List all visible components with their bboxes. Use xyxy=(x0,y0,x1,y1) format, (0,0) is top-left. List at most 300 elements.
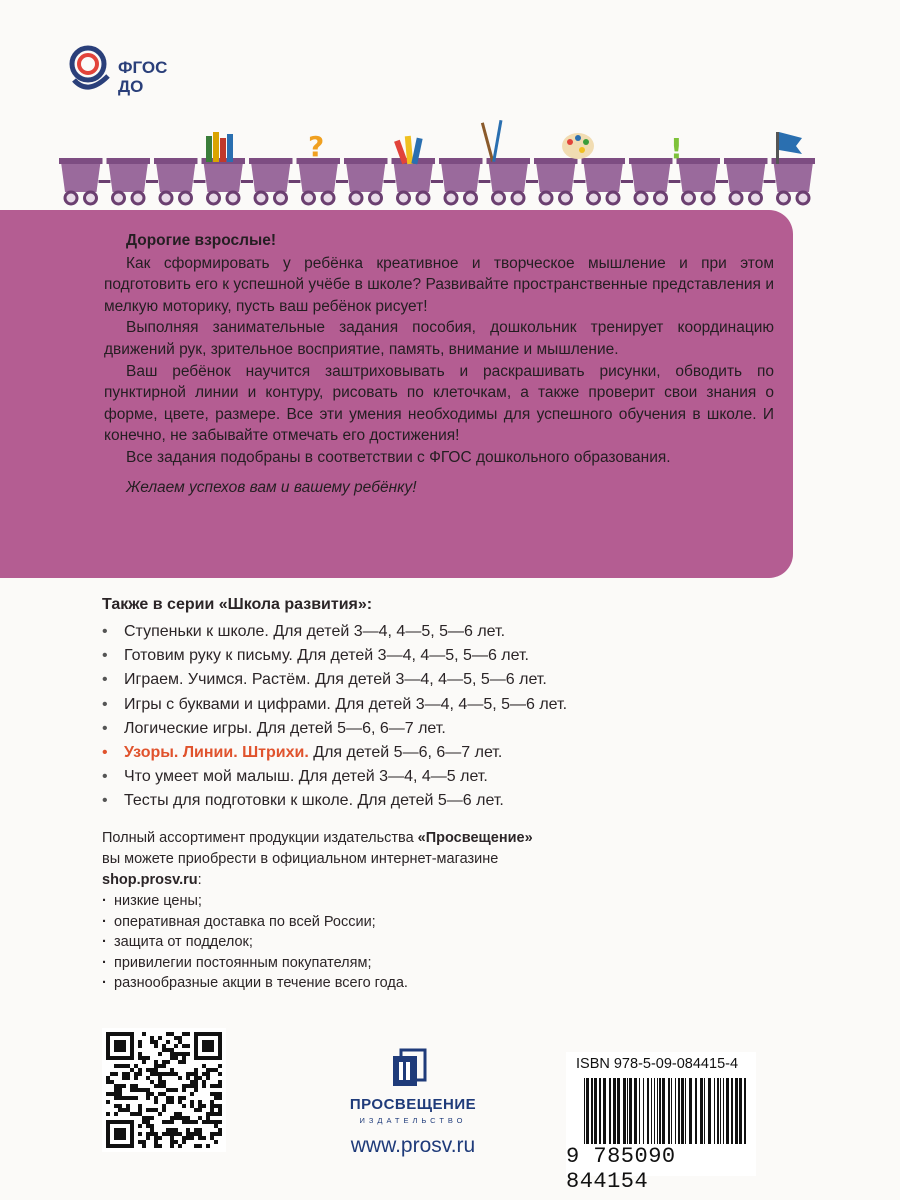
barcode-bar xyxy=(695,1078,697,1144)
isbn-digits: 9 785090 844154 xyxy=(566,1144,676,1194)
qr-module xyxy=(118,1104,122,1108)
wagon-rim xyxy=(344,158,388,164)
barcode-bar xyxy=(662,1078,665,1144)
shop-line1 xyxy=(102,828,702,849)
wagon-wheel xyxy=(493,192,505,204)
shop-site-suffix: : xyxy=(197,872,202,888)
qr-module xyxy=(210,1108,214,1112)
barcode-bar xyxy=(657,1078,658,1144)
qr-module xyxy=(122,1108,126,1112)
qr-module xyxy=(218,1104,222,1108)
qr-module xyxy=(210,1112,214,1116)
qr-module xyxy=(182,1060,186,1064)
wagon-wheel xyxy=(255,192,267,204)
qr-module xyxy=(178,1116,182,1120)
qr-module xyxy=(158,1144,162,1148)
qr-module xyxy=(150,1068,154,1072)
barcode-bar xyxy=(647,1078,649,1144)
qr-module xyxy=(134,1076,138,1080)
qr-module xyxy=(214,1120,218,1124)
wagon xyxy=(156,162,196,192)
wagon-wheel xyxy=(655,192,667,204)
qr-module xyxy=(122,1076,126,1080)
qr-module xyxy=(158,1112,162,1116)
qr-module xyxy=(186,1116,190,1120)
qr-module xyxy=(142,1120,146,1124)
qr-module xyxy=(154,1136,158,1140)
wagon-wheel xyxy=(607,192,619,204)
wagon-coupling xyxy=(716,180,728,183)
intro-greeting: Дорогие взрослые! xyxy=(126,232,276,249)
qr-module xyxy=(170,1116,174,1120)
qr-module xyxy=(206,1112,210,1116)
wagon-wheel xyxy=(303,192,315,204)
qr-module xyxy=(150,1116,154,1120)
qr-module xyxy=(170,1068,174,1072)
qr-module xyxy=(194,1132,198,1136)
barcode-bar xyxy=(639,1078,640,1144)
qr-module xyxy=(210,1120,214,1124)
qr-module xyxy=(178,1132,182,1136)
qr-module xyxy=(218,1112,222,1116)
qr-module xyxy=(178,1144,182,1148)
qr-module xyxy=(194,1108,198,1112)
qr-module xyxy=(190,1104,194,1108)
barcode-bar xyxy=(586,1078,589,1144)
qr-module xyxy=(154,1108,158,1112)
qr-module xyxy=(174,1072,178,1076)
qr-module xyxy=(138,1068,142,1072)
wagon-wheel xyxy=(750,192,762,204)
qr-module xyxy=(170,1100,174,1104)
qr-module xyxy=(178,1060,182,1064)
qr-module xyxy=(198,1076,202,1080)
series-list xyxy=(102,620,782,814)
isbn-label: ISBN 978-5-09-084415-4 xyxy=(576,1056,739,1072)
qr-module xyxy=(190,1092,194,1096)
qr-module xyxy=(170,1144,174,1148)
qr-module xyxy=(166,1088,170,1092)
qr-module xyxy=(210,1084,214,1088)
shop-publisher-name: «Просвещение» xyxy=(417,830,533,846)
barcode-bar xyxy=(678,1078,680,1144)
qr-module xyxy=(166,1128,170,1132)
qr-module xyxy=(202,1064,206,1068)
qr-module xyxy=(146,1068,150,1072)
wagon-wheel xyxy=(635,192,647,204)
qr-module xyxy=(170,1056,174,1060)
qr-module xyxy=(218,1132,222,1136)
wagon-coupling xyxy=(621,180,633,183)
qr-module xyxy=(174,1036,178,1040)
qr-module xyxy=(134,1112,138,1116)
qr-module xyxy=(130,1112,134,1116)
intro-wish: Желаем успехов вам и вашему ребёнку! xyxy=(126,478,417,496)
qr-module xyxy=(214,1124,218,1128)
qr-module xyxy=(198,1100,202,1104)
wagon xyxy=(584,162,624,192)
qr-module xyxy=(194,1068,198,1072)
qr-module xyxy=(126,1076,130,1080)
intro-text xyxy=(104,230,774,498)
wagon xyxy=(726,162,766,192)
qr-module xyxy=(182,1084,186,1088)
qr-module xyxy=(178,1040,182,1044)
qr-module xyxy=(118,1064,122,1068)
qr-module xyxy=(202,1072,206,1076)
qr-module xyxy=(118,1092,122,1096)
wagon-wheel xyxy=(417,192,429,204)
qr-module xyxy=(186,1032,190,1036)
qr-module xyxy=(186,1044,190,1048)
qr-module xyxy=(170,1048,174,1052)
qr-module xyxy=(150,1072,154,1076)
barcode-bar xyxy=(744,1078,746,1144)
qr-module xyxy=(158,1092,162,1096)
qr-module xyxy=(166,1072,170,1076)
wagon xyxy=(109,162,149,192)
qr-module xyxy=(150,1036,154,1040)
wagon-wheel xyxy=(208,192,220,204)
shop-section xyxy=(102,828,702,994)
qr-module xyxy=(190,1100,194,1104)
qr-module xyxy=(150,1132,154,1136)
qr-module xyxy=(162,1064,166,1068)
qr-module xyxy=(166,1040,170,1044)
wagon-rim xyxy=(107,158,151,164)
wagon-coupling xyxy=(241,180,253,183)
qr-module xyxy=(166,1048,170,1052)
barcode-bar xyxy=(675,1078,676,1144)
wagon-wheel xyxy=(370,192,382,204)
qr-module xyxy=(218,1072,222,1076)
qr-module xyxy=(166,1132,170,1136)
qr-module xyxy=(162,1132,166,1136)
qr-module xyxy=(130,1084,134,1088)
qr-module xyxy=(134,1088,138,1092)
qr-module xyxy=(154,1100,158,1104)
qr-module xyxy=(162,1092,166,1096)
barcode-bar xyxy=(629,1078,632,1144)
wagon-wheel xyxy=(65,192,77,204)
publisher-logo xyxy=(330,1048,496,1158)
qr-module xyxy=(182,1140,186,1144)
wagon-rim xyxy=(439,158,483,164)
barcode-bar xyxy=(599,1078,601,1144)
fgos-line1: ФГОС xyxy=(118,58,168,77)
qr-module xyxy=(138,1088,142,1092)
qr-module xyxy=(106,1100,110,1104)
barcode-bar xyxy=(689,1078,692,1144)
wagon xyxy=(536,162,576,192)
books-icon xyxy=(206,132,233,162)
wagon-coupling xyxy=(384,180,396,183)
qr-module xyxy=(146,1136,150,1140)
qr-module xyxy=(162,1044,166,1048)
qr-module xyxy=(142,1144,146,1148)
qr-module xyxy=(154,1140,158,1144)
qr-module xyxy=(158,1072,162,1076)
qr-module xyxy=(134,1096,138,1100)
barcode-bar xyxy=(735,1078,738,1144)
qr-module xyxy=(154,1064,158,1068)
qr-module xyxy=(186,1052,190,1056)
barcode-bar xyxy=(708,1078,711,1144)
qr-module xyxy=(218,1084,222,1088)
qr-module xyxy=(154,1144,158,1148)
qr-finder xyxy=(114,1128,126,1140)
qr-module xyxy=(146,1116,150,1120)
qr-module xyxy=(202,1104,206,1108)
barcode-bar xyxy=(671,1078,672,1144)
barcode-icon xyxy=(580,1078,750,1144)
qr-module xyxy=(158,1052,162,1056)
shop-site-line xyxy=(102,870,702,891)
barcode-bar xyxy=(643,1078,644,1144)
qr-module xyxy=(198,1128,202,1132)
qr-module xyxy=(186,1132,190,1136)
series-item: • Игры с буквами и цифрами. Для детей 3—4, 4—5, 5—6 лет. xyxy=(102,693,782,717)
benefit-item: · оперативная доставка по всей России; xyxy=(102,912,702,933)
qr-module xyxy=(162,1108,166,1112)
barcode-bar xyxy=(591,1078,593,1144)
publisher-url[interactable]: www.prosv.ru xyxy=(350,1134,476,1157)
qr-module xyxy=(182,1056,186,1060)
qr-module xyxy=(154,1096,158,1100)
qr-module xyxy=(206,1072,210,1076)
qr-module xyxy=(190,1132,194,1136)
qr-module xyxy=(194,1128,198,1132)
fgos-line2: ДО xyxy=(118,77,144,96)
qr-module xyxy=(114,1112,118,1116)
qr-module xyxy=(150,1092,154,1096)
train-illustration xyxy=(58,118,818,210)
wagon-rim xyxy=(59,158,103,164)
series-section xyxy=(102,596,782,814)
qr-module xyxy=(174,1116,178,1120)
qr-module xyxy=(210,1068,214,1072)
qr-module xyxy=(170,1096,174,1100)
qr-module xyxy=(126,1064,130,1068)
qr-module xyxy=(154,1044,158,1048)
wagon-wheel xyxy=(275,192,287,204)
qr-module xyxy=(142,1116,146,1120)
qr-module xyxy=(194,1144,198,1148)
qr-module xyxy=(146,1120,150,1124)
barcode-bar xyxy=(651,1078,652,1144)
qr-module xyxy=(206,1116,210,1120)
series-title: Также в серии «Школа развития»: xyxy=(102,596,373,613)
qr-module xyxy=(130,1068,134,1072)
qr-module xyxy=(198,1144,202,1148)
qr-module xyxy=(106,1080,110,1084)
qr-module xyxy=(122,1096,126,1100)
qr-module xyxy=(178,1036,182,1040)
qr-module xyxy=(210,1136,214,1140)
wagon-wheel xyxy=(113,192,125,204)
qr-module xyxy=(114,1072,118,1076)
wagon-wheel xyxy=(85,192,97,204)
barcode-bar xyxy=(617,1078,620,1144)
wagon-wheel xyxy=(445,192,457,204)
qr-module xyxy=(210,1104,214,1108)
qr-module xyxy=(158,1076,162,1080)
qr-module xyxy=(138,1056,142,1060)
qr-module xyxy=(122,1084,126,1088)
qr-module xyxy=(214,1084,218,1088)
wagon-wheel xyxy=(398,192,410,204)
qr-module xyxy=(138,1040,142,1044)
qr-module xyxy=(134,1072,138,1076)
intro-paragraph: Выполняя занимательные задания пособия, дошкольник тренирует координацию движений рук, зрительное восприятие, память, внимание и мышление. xyxy=(104,319,774,358)
barcode-bar xyxy=(627,1078,628,1144)
qr-module xyxy=(154,1060,158,1064)
qr-module xyxy=(150,1128,154,1132)
qr-module xyxy=(142,1088,146,1092)
barcode-bar xyxy=(704,1078,705,1144)
qr-module xyxy=(186,1128,190,1132)
barcode-bar xyxy=(603,1078,606,1144)
benefit-item: · низкие цены; xyxy=(102,891,702,912)
qr-module xyxy=(138,1052,142,1056)
wagon-wheel xyxy=(683,192,695,204)
wagon-wheel xyxy=(588,192,600,204)
qr-module xyxy=(114,1096,118,1100)
wagon-rim xyxy=(582,158,626,164)
qr-module xyxy=(162,1120,166,1124)
qr-module xyxy=(218,1080,222,1084)
series-item: • Тесты для подготовки к школе. Для детей 5—6 лет. xyxy=(102,789,782,813)
palette-icon xyxy=(562,133,594,159)
series-item: • Готовим руку к письму. Для детей 3—4, 4—5, 5—6 лет. xyxy=(102,644,782,668)
barcode-bar xyxy=(668,1078,670,1144)
shop-site-link[interactable]: shop.prosv.ru xyxy=(102,872,198,888)
qr-module xyxy=(178,1052,182,1056)
series-item-current xyxy=(102,741,782,765)
qr-module xyxy=(186,1076,190,1080)
qr-module xyxy=(198,1136,202,1140)
qr-module xyxy=(174,1132,178,1136)
wagon-coupling xyxy=(764,180,776,183)
wagon-rim xyxy=(249,158,293,164)
qr-module xyxy=(166,1100,170,1104)
qr-module xyxy=(186,1120,190,1124)
shop-benefits xyxy=(102,891,702,994)
qr-module xyxy=(202,1120,206,1124)
qr-module xyxy=(214,1132,218,1136)
qr-module xyxy=(218,1128,222,1132)
qr-module xyxy=(126,1108,130,1112)
wagon xyxy=(774,162,814,192)
qr-module xyxy=(182,1136,186,1140)
wagon-rim xyxy=(629,158,673,164)
shop-line2: вы можете приобрести в официальном интернет-магазине xyxy=(102,851,499,867)
qr-module xyxy=(218,1092,222,1096)
qr-module xyxy=(190,1120,194,1124)
qr-module xyxy=(182,1096,186,1100)
qr-module xyxy=(202,1080,206,1084)
wagon-wheel xyxy=(322,192,334,204)
qr-module xyxy=(162,1104,166,1108)
qr-module xyxy=(174,1088,178,1092)
qr-module xyxy=(106,1112,110,1116)
qr-module xyxy=(214,1068,218,1072)
qr-module xyxy=(126,1104,130,1108)
qr-module xyxy=(198,1104,202,1108)
qr-module xyxy=(126,1072,130,1076)
qr-module xyxy=(146,1108,150,1112)
qr-module xyxy=(214,1092,218,1096)
qr-module xyxy=(170,1120,174,1124)
qr-module xyxy=(170,1136,174,1140)
qr-module xyxy=(166,1120,170,1124)
qr-module xyxy=(214,1140,218,1144)
wagon-rim xyxy=(154,158,198,164)
qr-module xyxy=(194,1088,198,1092)
wagon-coupling xyxy=(336,180,348,183)
wagon-wheel xyxy=(797,192,809,204)
benefit-item: · привилегии постоянным покупателям; xyxy=(102,953,702,974)
barcode-bar xyxy=(634,1078,637,1144)
barcode-bar xyxy=(700,1078,703,1144)
qr-module xyxy=(190,1084,194,1088)
qr-module xyxy=(170,1072,174,1076)
qr-module xyxy=(106,1076,110,1080)
intro-paragraph: Ваш ребёнок научится заштриховывать и раскрашивать рисунки, обводить по пунктирной линии и контуру, рисовать по клеточкам, а также проверит свои знания о форме, цвете, размере. Все эти умения необходимы для успешного обучения в школе. И конечно, не забывайте отмечать его достижения! xyxy=(104,362,774,445)
barcode-bar xyxy=(609,1078,611,1144)
qr-module xyxy=(174,1044,178,1048)
qr-module xyxy=(186,1084,190,1088)
wagon xyxy=(394,162,434,192)
qr-module xyxy=(218,1096,222,1100)
qr-module xyxy=(114,1104,118,1108)
qr-module xyxy=(154,1084,158,1088)
qr-module xyxy=(214,1104,218,1108)
qr-module xyxy=(158,1080,162,1084)
qr-module xyxy=(194,1120,198,1124)
barcode-bar xyxy=(726,1078,729,1144)
qr-module xyxy=(182,1104,186,1108)
qr-module xyxy=(202,1084,206,1088)
qr-finder xyxy=(202,1040,214,1052)
wagon xyxy=(204,162,244,192)
qr-module xyxy=(174,1128,178,1132)
qr-module xyxy=(158,1064,162,1068)
qr-module xyxy=(178,1076,182,1080)
wagon-wheel xyxy=(730,192,742,204)
wagon-wheel xyxy=(227,192,239,204)
qr-module xyxy=(114,1088,118,1092)
qr-code-icon[interactable] xyxy=(102,1028,226,1152)
shop-line1-text: Полный ассортимент продукции издательства xyxy=(102,830,418,846)
qr-module xyxy=(146,1124,150,1128)
barcode-bar xyxy=(723,1078,724,1144)
qr-module xyxy=(166,1032,170,1036)
series-item: • Логические игры. Для детей 5—6, 6—7 лет. xyxy=(102,717,782,741)
wagon xyxy=(679,162,719,192)
qr-module xyxy=(134,1084,138,1088)
qr-module xyxy=(146,1056,150,1060)
qr-module xyxy=(214,1112,218,1116)
qr-module xyxy=(154,1040,158,1044)
qr-module xyxy=(162,1080,166,1084)
wagon xyxy=(251,162,291,192)
question-mark-icon: ? xyxy=(308,130,325,163)
qr-module xyxy=(118,1088,122,1092)
wagon-coupling xyxy=(289,180,301,183)
qr-module xyxy=(194,1084,198,1088)
wagon-coupling xyxy=(479,180,491,183)
